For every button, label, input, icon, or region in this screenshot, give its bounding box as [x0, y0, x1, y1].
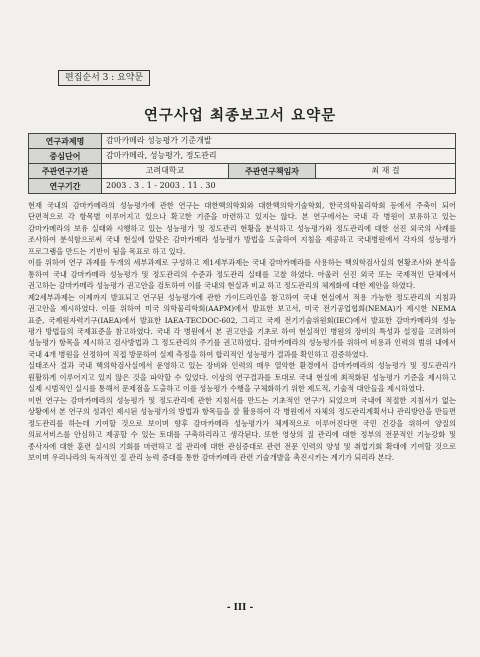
summary-paragraph: 현재 국내의 감마카메라의 성능평가에 관한 연구는 대한핵의학회와 대한핵의학기술학회, 한국의학물리학회 등에서 주축이 되어 단편적으로 각 항목별 이루어지고 있으나 확고한 기준을 마련하고 있지는 않다. 본 연구에서는 국내 각 병원이 보유하고 있는 감마카메라의 보유 실태와 시행하고 있는 성능평가 및 정도관리 현황을 분석하고 성능평가와 정도관리에 대한 선진 외국의 사례를 조사하여 분석함으로써 국내 현실에 알맞은 감마카메라 성능평가 방법을 도출하여 지침을 제공하고 국내병원에서 각자의 성능평가 프로그램을 만드는 기반이 됨을 목표로 하고 있다. [28, 201, 456, 256]
project-value: 감마카메라 성능평가 기준개발 [102, 134, 456, 149]
summary-paragraph: 실태조사 결과 국내 핵의학검사실에서 운영하고 있는 장비와 인력의 매우 열악한 환경에서 감마카메라의 성능평가 및 정도관리가 원활하게 이루어지고 있지 않은 것을 파악할 수 있었다. 이상의 연구결과를 토대로 국내 현실에 최적화된 성능평가 기준을 제시하고 실제 시범적인 실시를 통해서 문제점을 도출하고 이를 성능평가 수행을 구체화하기 위한 제도적, 기술적 대안들을 제시하였다. [28, 361, 456, 394]
summary-paragraph: 제2세부과제는 이제까지 발표되고 연구된 성능평가에 관한 가이드라인을 참고하여 국내 현실에서 적용 가능한 정도관리의 지침과 권고안을 제시하였다. 이를 위하여 미국 의학물리학회(AAPM)에서 발표한 보고서, 미국 전기공업협회(NEMA)가 제시한 NEMA 표준, 국제원자력기구(IAEA)에서 발표한 IAEA-TECDOC-602, 그리고 국제 전기기술위원회(IEC)에서 발표한 감마카메라의 성능 평가 방법들의 국제표준을 참고하였다. 국내 각 병원에서 본 권고안을 기초로 하여 현실적인 병원의 장비의 특성과 설정을 고려하여 성능평가 항목을 제시하고 검사방법과 그 정도관리의 주기를 권고하였다. 감마카메라의 성능평가를 위하여 비용과 인력의 범위 내에서 국내 4개 병원을 선정하여 직접 방문하여 실제 측정을 하여 합리적인 성능평가 결과를 확인하고 검증하였다. [28, 292, 456, 359]
project-label: 연구과제명 [29, 134, 102, 149]
page-number: - III - [226, 603, 254, 613]
summary-paragraph: 이번 연구는 감마카메라의 성능평가 및 정도관리에 관한 지침서를 만드는 기초적인 연구가 되었으며 국내에 적절한 지침서가 없는 상황에서 본 연구의 성과인 제시된 성능평가의 방법과 항목들을 잘 활용하여 각 병원에서 자체의 정도관리계획서나 관리방안을 만들면 정도관리를 하는데 기여할 것으로 보이며 향후 감마카메라 성능평가가 체계적으로 이루어진다면 국민 건강을 위하여 양질의 의료서비스를 안심하고 제공할 수 있는 토대를 구축하리라고 생각된다. 또한 영상의 질 관리에 대한 정부의 전문적인 기능강화 및 종사자에 대한 훈련 실시의 기회를 마련하고 질 관리에 대한 관심증대로 관련 전문 인력의 양성 및 취업기회 확대에 기여할 것으로 보이며 우리나라의 독자적인 질 관리 능력 증대를 통한 감마카메라 관련 기술개발을 촉진시키는 계기가 되리라 본다. [28, 395, 456, 462]
pi-value: 최 재 걸 [316, 164, 456, 179]
table-row [29, 179, 456, 194]
summary-body [28, 200, 456, 463]
org-label: 주관연구기관 [29, 164, 102, 179]
pi-label: 주관연구책임자 [229, 164, 316, 179]
period-label: 연구기간 [29, 179, 102, 194]
keywords-label: 중심단어 [29, 149, 102, 164]
summary-info-table [28, 133, 456, 194]
page-title: 연구사업 최종보고서 요약문 [143, 107, 337, 124]
period-value: 2003 . 3 . 1 - 2003 . 11 . 30 [102, 179, 456, 194]
summary-paragraph: 이를 위하여 연구 과제를 두개의 세부과제로 구성하고 제1세부과제는 국내 감마카메라를 사용하는 핵의학검사실의 현황조사와 분석을 통하여 국내 감마카메라 성능평가 및 정도관리의 수준과 정도관리 실태를 고찰 하였다. 아울러 선진 외국 또는 국제적인 단체에서 권고하는 감마카메라 성능평가 권고안을 검토하여 이를 국내의 현실과 비교 하고 정도관리의 체계화에 대한 제안을 하였다. [28, 258, 456, 291]
org-value: 고려대학교 [102, 164, 229, 179]
keywords-value: 감마카메라, 성능평가, 정도관리 [102, 149, 456, 164]
table-row [29, 149, 456, 164]
table-row [29, 164, 456, 179]
section-tag: 편집순서 3 : 요약문 [58, 70, 150, 86]
table-row [29, 134, 456, 149]
